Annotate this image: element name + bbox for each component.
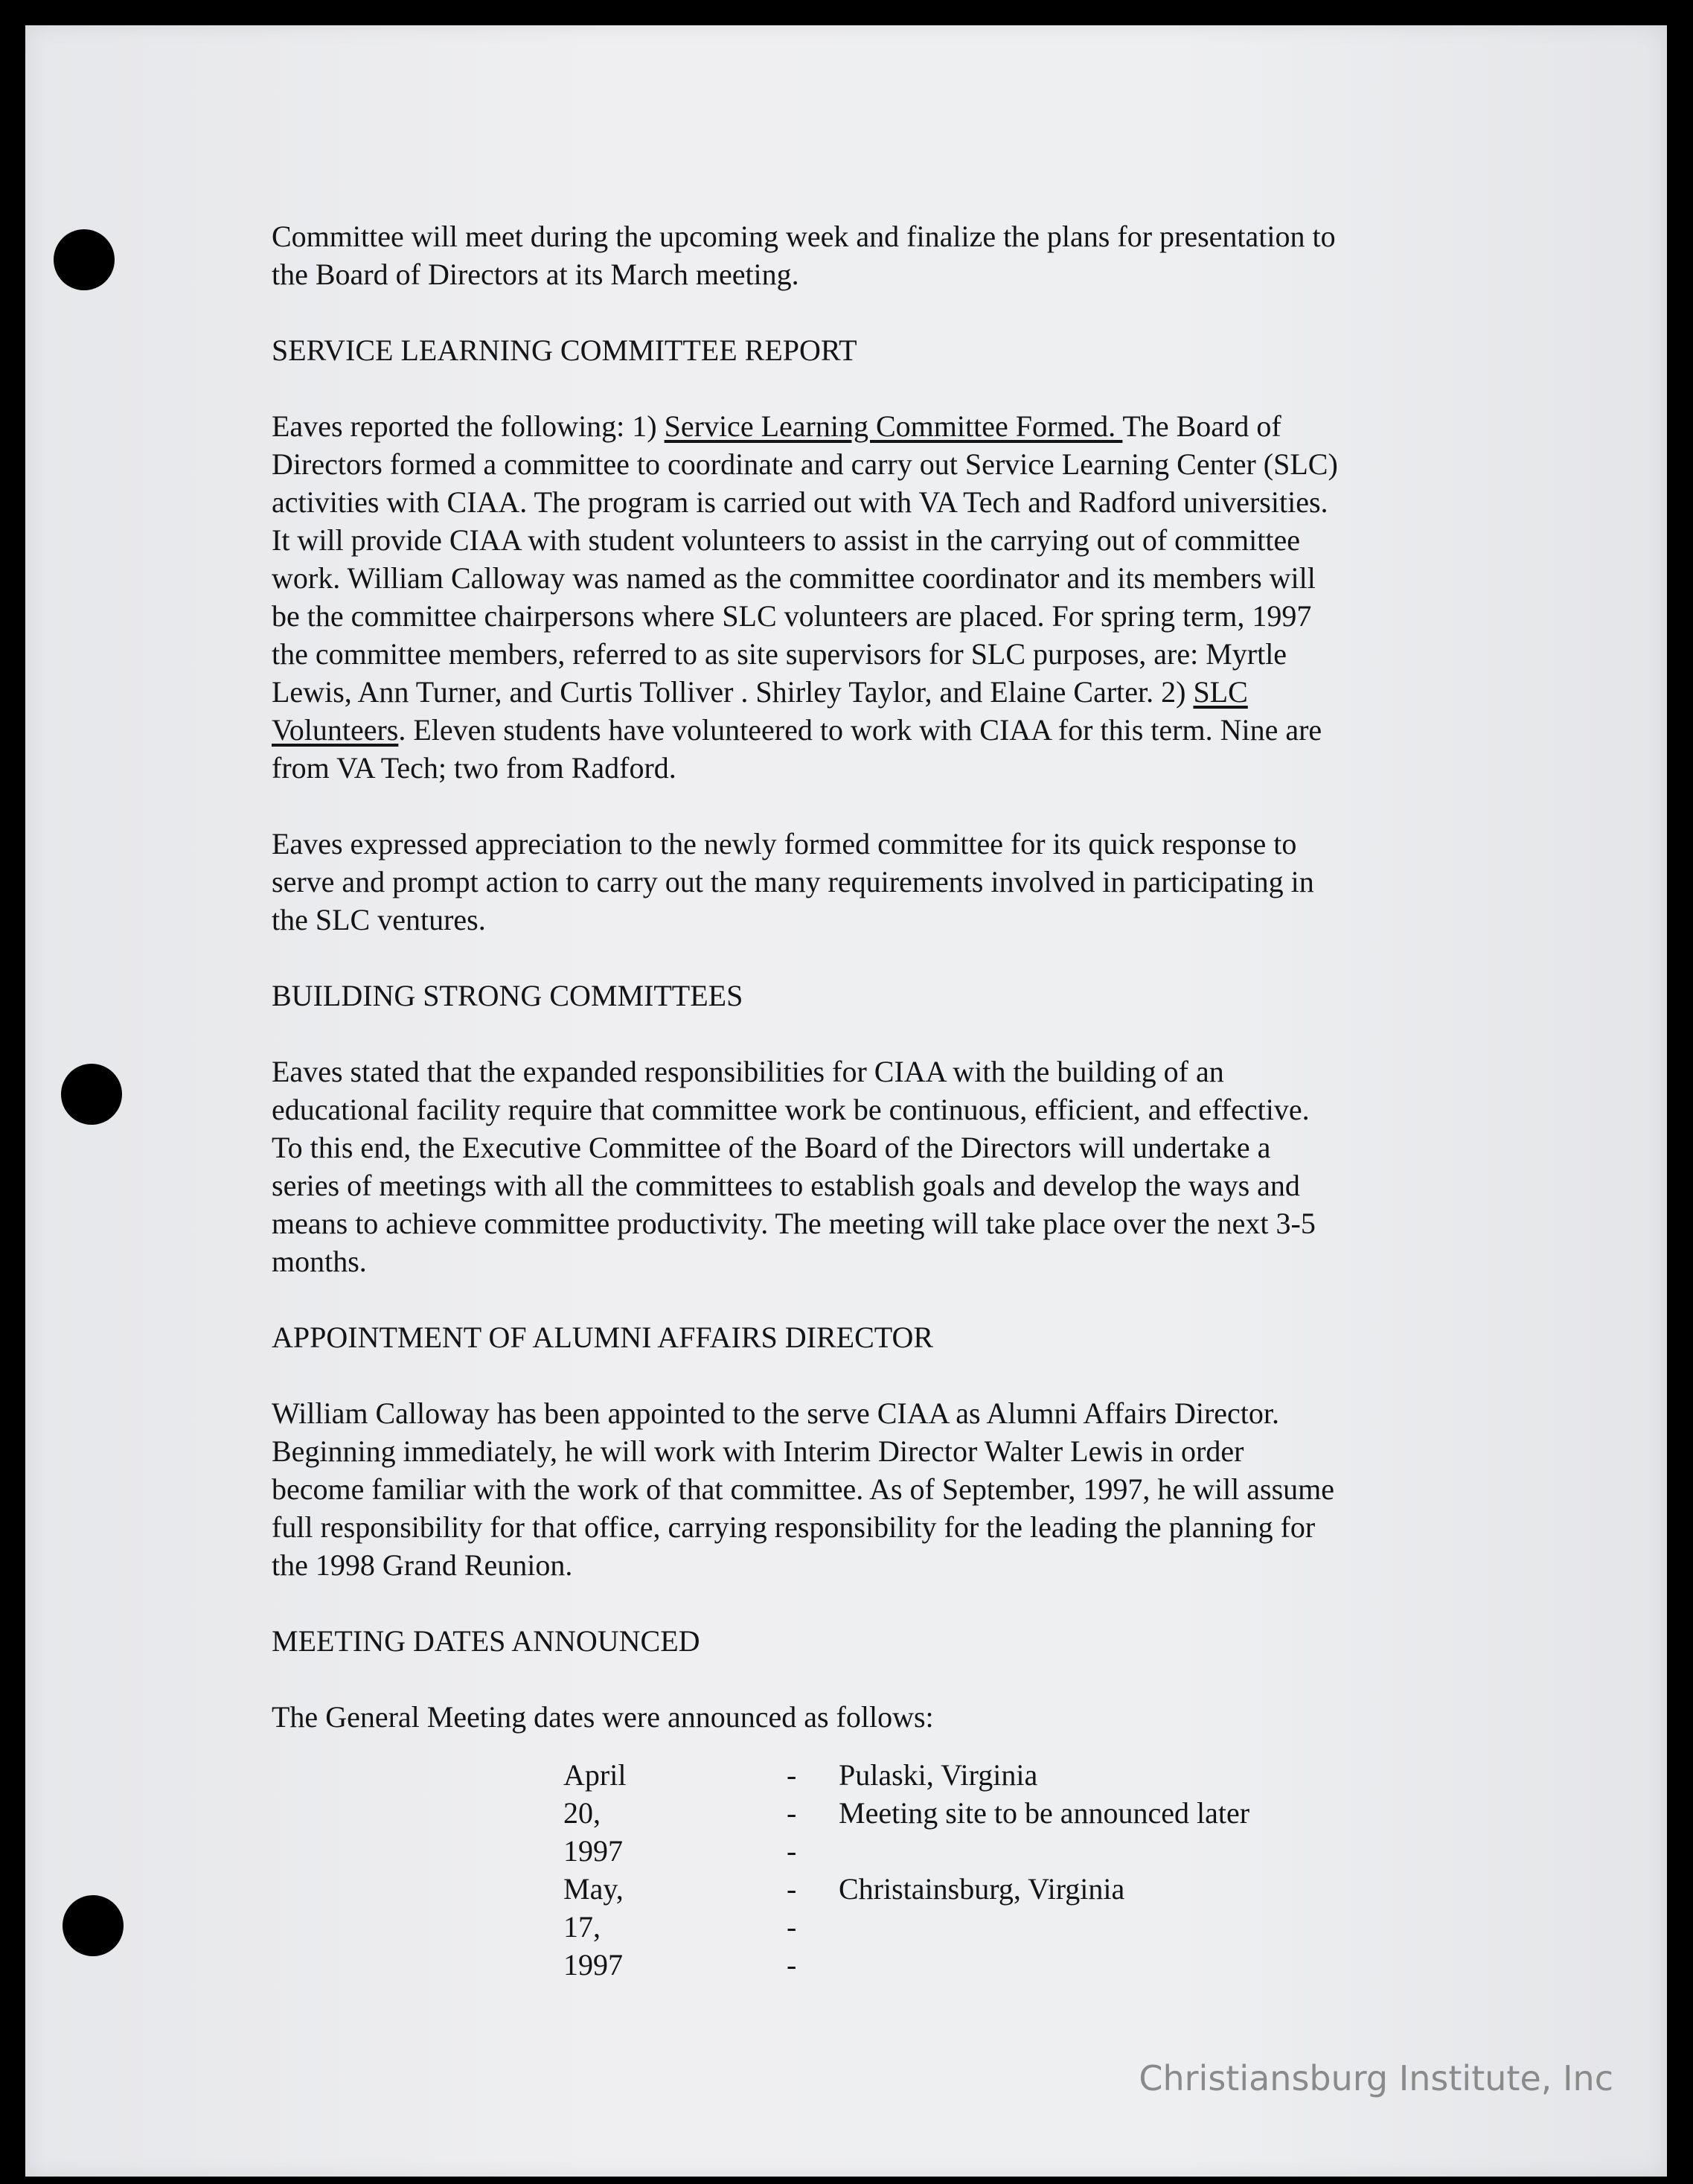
binder-hole-bottom — [63, 1895, 124, 1956]
meeting-date: April 20, 1997 — [563, 1758, 627, 1868]
underlined-slc-volunteers: SLC Volunteers — [272, 675, 1248, 747]
meeting-place: Pulaski, Virginia — [839, 1758, 1038, 1792]
paragraph-meeting-dates: The General Meeting dates were announced as follows: — [272, 1700, 934, 1734]
heading-building-committees: BUILDING STRONG COMMITTEES — [272, 979, 743, 1012]
paragraph-building-committees: Eaves stated that the expanded responsibilities for CIAA with the building of an educational facility require that committee work be continuous, efficient, and effective. To this end, the Executive Committee of the Board of the Directors will undertake a series of meetings with all the committees to establish goals and develop the ways and means to achieve committee productivity. The meeting will take place over the next 3-5 months. — [272, 1055, 1316, 1278]
separator-dash: --- — [787, 1758, 797, 1868]
underlined-committee-formed: Service Learning Committee Formed. — [664, 409, 1123, 443]
paragraph-service-learning-report — [272, 407, 1455, 787]
heading-alumni-director: APPOINTMENT OF ALUMNI AFFAIRS DIRECTOR — [272, 1321, 934, 1354]
binder-hole-top — [54, 229, 115, 290]
paragraph-alumni-director: William Calloway has been appointed to the serve CIAA as Alumni Affairs Director. Beginning immediately, he will work with Interim Director Walter Lewis in order become familiar with the work of that committee. As of September, 1997, he will assume full responsibility for that office, carrying responsibility for the leading the planning for the 1998 Grand Reunion. — [272, 1396, 1335, 1582]
meeting-date: May, 17, 1997 — [563, 1872, 624, 1982]
watermark-text: Christiansburg Institute, Inc — [1139, 2058, 1613, 2098]
meeting-note: Meeting site to be announced later — [839, 1796, 1250, 1830]
binder-hole-middle — [61, 1064, 122, 1125]
heading-service-learning: SERVICE LEARNING COMMITTEE REPORT — [272, 333, 857, 367]
text-segment: Eaves reported the following: 1) — [272, 409, 665, 443]
paragraph-appreciation: Eaves expressed appreciation to the newly formed committee for its quick response to serve and prompt action to carry out the many requirements involved in participating in the SLC ventures. — [272, 827, 1314, 936]
paragraph-committee-plans: Committee will meet during the upcoming week and finalize the plans for presentation to the Board of Directors at its March meeting. — [272, 220, 1336, 291]
separator-dash: --- — [787, 1872, 797, 1982]
heading-meeting-dates: MEETING DATES ANNOUNCED — [272, 1624, 700, 1658]
meeting-place: Christainsburg, Virginia — [839, 1872, 1125, 1906]
document-body — [272, 217, 1455, 1736]
text-segment: The Board of Directors formed a committee to coordinate and carry out Service Learning Center (SLC) activities with CIAA. The program is carried out with VA Tech and Radford universities. It will provide CIAA with student volunteers to assist in the carrying out of committee work. William Calloway was named as the committee coordinator and its members will be the committee chairpersons where SLC volunteers are placed. For spring term, 1997 the committee members, referred to as site supervisors for SLC purposes, are: Myrtle Lewis, Ann Turner, and Curtis Tolliver . Shirley Taylor, and Elaine Carter. 2) — [272, 409, 1338, 709]
text-segment: . Eleven students have volunteered to work with CIAA for this term. Nine are from VA Tech; two from Radford. — [272, 713, 1322, 785]
